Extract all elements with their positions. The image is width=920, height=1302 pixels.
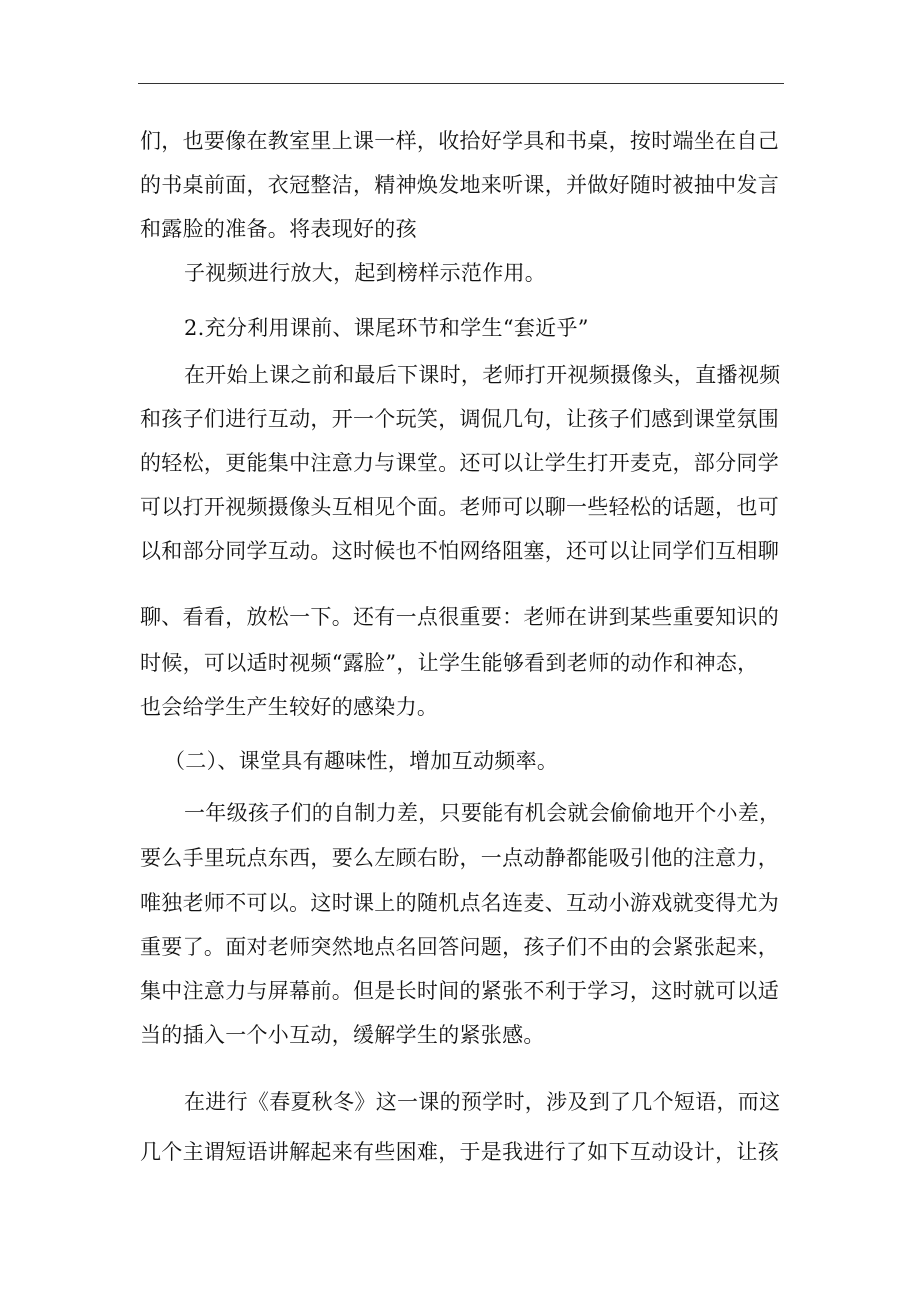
body-text-line: 也会给学生产生较好的感染力。 [140, 695, 439, 719]
body-text-line: 的轻松，更能集中注意力与课堂。还可以让学生打开麦克，部分同学 [140, 451, 779, 475]
body-text-line: 当的插入一个小互动，缓解学生的紧张感。 [140, 1023, 545, 1047]
body-text-line: 在进行《春夏秋冬》这一课的预学时，涉及到了几个短语，而这 [184, 1090, 781, 1114]
header-rule [138, 83, 784, 84]
body-text-line: 重要了。面对老师突然地点名回答问题，孩子们不由的会紧张起来， [140, 935, 779, 959]
body-text-line: 聊、看看，放松一下。还有一点很重要：老师在讲到某些重要知识的 [140, 605, 779, 629]
body-text-line: 以和部分同学互动。这时候也不怕网络阻塞，还可以让同学们互相聊 [140, 539, 779, 563]
body-text-line: 集中注意力与屏幕前。但是长时间的紧张不利于学习，这时就可以适 [140, 979, 779, 1003]
body-text-line: 和露脸的准备。将表现好的孩 [140, 217, 417, 241]
body-text-line: 和孩子们进行互动，开一个玩笑，调侃几句，让孩子们感到课堂氛围 [140, 407, 779, 431]
body-text-line: 的书桌前面，衣冠整洁，精神焕发地来听课，并做好随时被抽中发言 [140, 173, 779, 197]
body-text-line: 时候，可以适时视频“露脸”，让学生能够看到老师的动作和神态， [140, 651, 759, 675]
body-text-line: 唯独老师不可以。这时课上的随机点名连麦、互动小游戏就变得尤为 [140, 891, 779, 915]
body-text-line: 几个主谓短语讲解起来有些困难，于是我进行了如下互动设计，让孩 [140, 1140, 779, 1164]
section-heading: （二）、课堂具有趣味性，增加互动频率。 [164, 749, 559, 773]
body-text-line: 子视频进行放大，起到榜样示范作用。 [184, 261, 547, 285]
body-text-line: 们，也要像在教室里上课一样，收拾好学具和书桌，按时端坐在自己 [140, 129, 779, 153]
body-text-line: 在开始上课之前和最后下课时，老师打开视频摄像头，直播视频 [184, 363, 781, 387]
body-text-line: 一年级孩子们的自制力差，只要能有机会就会偷偷地开个小差， [184, 801, 781, 825]
body-text-line: 要么手里玩点东西，要么左顾右盼，一点动静都能吸引他的注意力， [140, 846, 779, 870]
body-text-line: 可以打开视频摄像头互相见个面。老师可以聊一些轻松的话题，也可 [140, 495, 779, 519]
section-heading: 2.充分利用课前、课尾环节和学生“套近乎” [184, 316, 589, 340]
